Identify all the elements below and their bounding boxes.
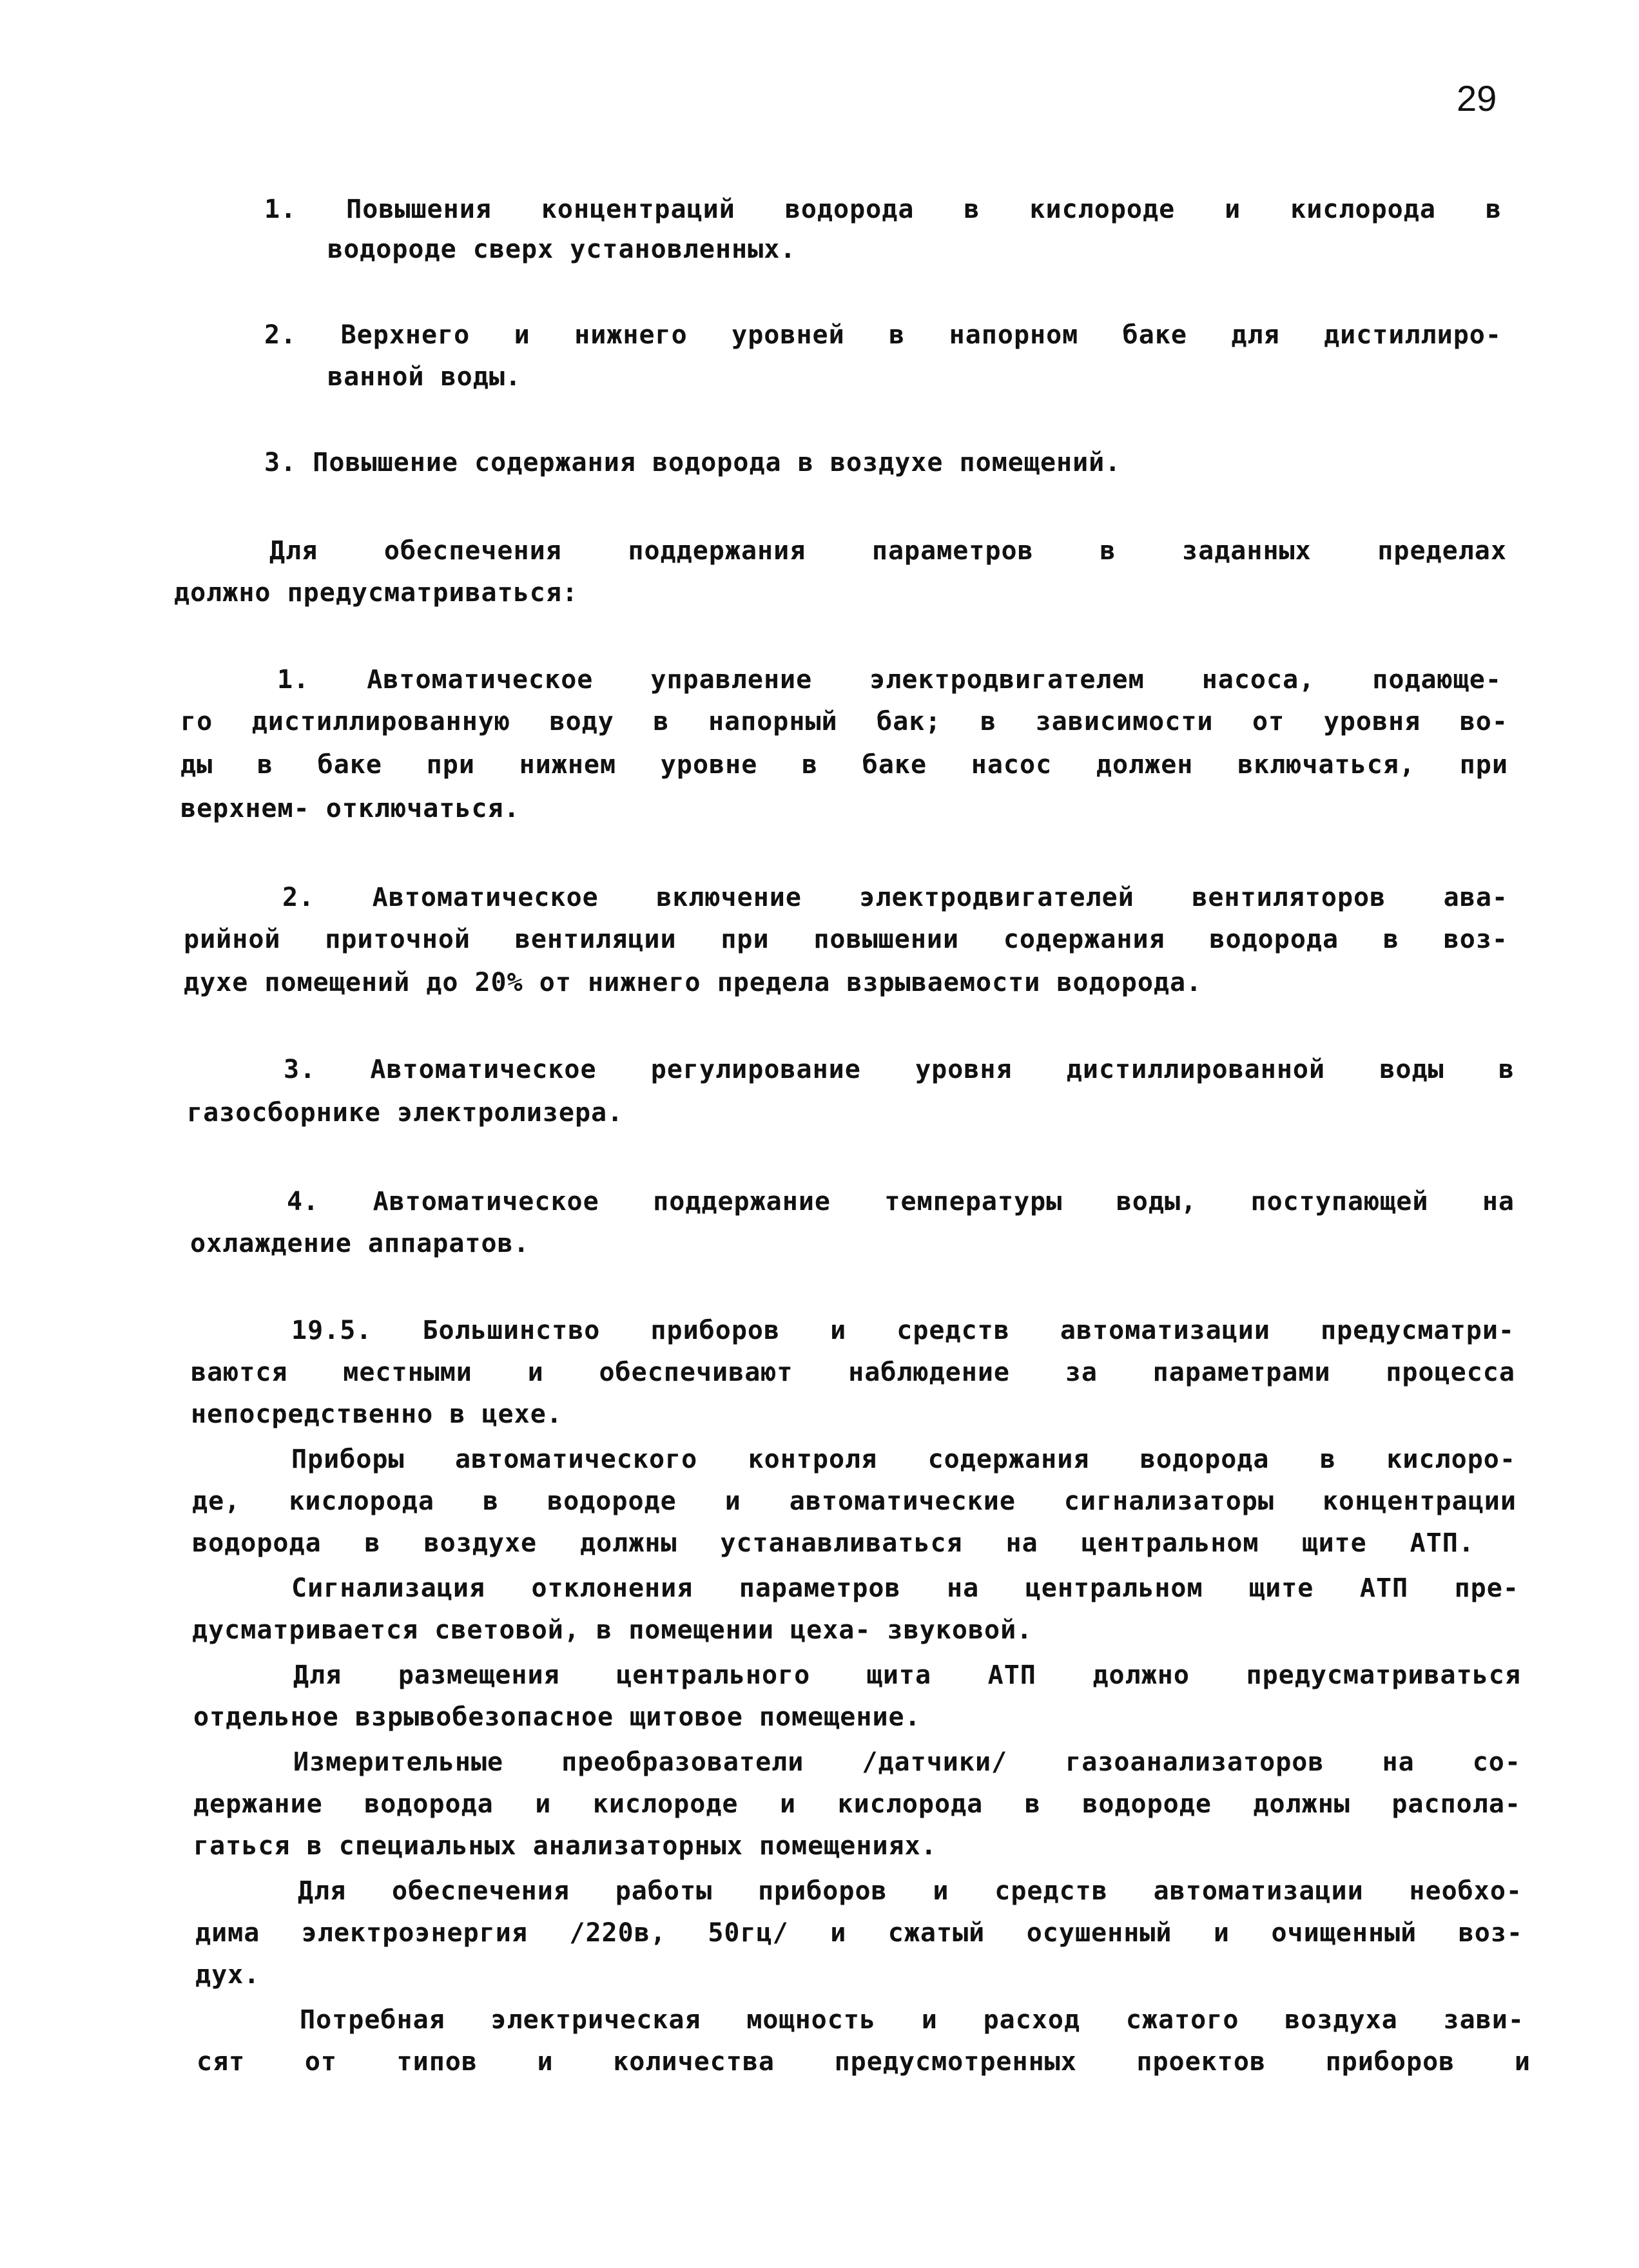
word: Измерительные <box>293 1747 504 1777</box>
word: регулирование <box>650 1055 861 1084</box>
word: водороде <box>547 1486 677 1516</box>
word: дистиллированной <box>1066 1055 1326 1084</box>
text-line <box>291 1314 1515 1347</box>
word: электродвигателем <box>869 665 1145 695</box>
word: и <box>1514 2047 1531 2077</box>
word: воду <box>549 707 614 736</box>
word: мощность <box>746 2005 876 2035</box>
text-line <box>192 1485 1517 1517</box>
word: осушенный <box>1026 1918 1172 1948</box>
word: АТП <box>1359 1573 1409 1603</box>
word: автоматизации <box>1060 1316 1270 1345</box>
word: Повышения <box>346 195 492 224</box>
word: в <box>653 707 670 736</box>
word: от <box>1252 707 1285 736</box>
word: кислорода <box>289 1486 434 1516</box>
text-line: должно предусматриваться: <box>174 578 579 608</box>
word: устанавливаться <box>720 1528 963 1558</box>
word: АТП. <box>1410 1528 1475 1558</box>
word: должны <box>1253 1789 1350 1819</box>
word: в <box>482 1486 499 1516</box>
word: должен <box>1096 750 1194 780</box>
text-line <box>298 1875 1522 1907</box>
text-line: гаться в специальных анализаторных помещениях. <box>193 1831 937 1861</box>
word: де, <box>192 1486 241 1516</box>
text-line: верхнем- отключаться. <box>180 794 520 823</box>
word: на <box>947 1573 980 1603</box>
word: содержания <box>1003 925 1165 954</box>
word: рийной <box>184 925 281 954</box>
word: сигнализаторы <box>1063 1486 1274 1516</box>
word: и <box>1225 195 1241 224</box>
word: щите <box>1302 1528 1367 1558</box>
word: типов <box>396 2047 478 2077</box>
word: Верхнего <box>340 320 470 350</box>
word: расход <box>983 2005 1081 2035</box>
word: 2. <box>282 883 315 912</box>
word: подающе- <box>1372 665 1502 695</box>
word: насоса, <box>1201 665 1315 695</box>
text-line: водороде сверх установленных. <box>327 235 797 264</box>
word: обеспечения <box>383 536 562 566</box>
word: заданных <box>1182 536 1312 566</box>
word: в <box>889 320 906 350</box>
word: в <box>1319 1445 1336 1474</box>
word: Автоматическое <box>373 1187 599 1216</box>
text-line: дусматривается световой, в помещении цеха- звуковой. <box>192 1615 1033 1645</box>
text-line <box>291 1443 1516 1475</box>
text-line <box>195 1917 1523 1949</box>
word: приточной <box>325 925 470 954</box>
word: Потребная <box>300 2005 445 2035</box>
word: кислорода <box>837 1789 984 1819</box>
text-line <box>193 1788 1521 1820</box>
text-line <box>282 881 1508 914</box>
word: баке <box>862 750 927 780</box>
word: бак; <box>877 707 942 736</box>
word: включаться, <box>1237 750 1415 780</box>
text-line <box>264 319 1502 351</box>
word: зависимости <box>1035 707 1214 736</box>
text-line <box>192 1527 1475 1559</box>
text-line: 3. Повышение содержания водорода в воздухе помещений. <box>264 448 1121 477</box>
word: дима <box>195 1918 260 1948</box>
word: сят <box>197 2047 246 2077</box>
word: концентрации <box>1322 1486 1517 1516</box>
word: содержания <box>927 1445 1090 1474</box>
word: и <box>514 320 530 350</box>
word: за <box>1065 1358 1098 1387</box>
word: наблюдение <box>848 1358 1010 1387</box>
word: отклонения <box>531 1573 693 1603</box>
word: работы <box>615 1876 713 1906</box>
word: в <box>980 707 997 736</box>
word: и <box>830 1316 847 1345</box>
text-line <box>184 923 1508 956</box>
word: Большинство <box>422 1316 601 1345</box>
word: в <box>964 195 980 224</box>
word: уровней <box>732 320 845 350</box>
word: водорода <box>192 1528 322 1558</box>
word: насос <box>971 750 1052 780</box>
text-line: отдельное взрывобезопасное щитовое помещение. <box>193 1702 921 1732</box>
text-line: газосборнике электролизера. <box>187 1098 624 1128</box>
text-line <box>291 1572 1519 1604</box>
word: поступающей <box>1250 1187 1429 1216</box>
word: параметрами <box>1152 1358 1331 1387</box>
word: баке <box>317 750 382 780</box>
word: вентиляции <box>514 925 677 954</box>
word: и <box>535 1789 552 1819</box>
word: концентраций <box>541 195 735 224</box>
word: температуры <box>884 1187 1063 1216</box>
word: Для <box>293 1660 342 1690</box>
word: в <box>801 750 819 780</box>
word: сжатого <box>1125 2005 1239 2035</box>
text-line <box>293 1746 1521 1778</box>
word: 50гц/ <box>708 1918 789 1948</box>
word: электродвигателей <box>859 883 1134 912</box>
word: Для <box>269 536 318 566</box>
word: управление <box>650 665 813 695</box>
word: го <box>180 707 213 736</box>
word: уровне <box>660 750 758 780</box>
text-line: духе помещений до 20% от нижнего предела взрываемости водорода. <box>184 968 1203 997</box>
word: кислороде <box>592 1789 739 1819</box>
word: контроля <box>748 1445 878 1474</box>
word: предусматриваться <box>1246 1660 1521 1690</box>
word: средств <box>897 1316 1010 1345</box>
word: дистиллиро- <box>1324 320 1502 350</box>
text-line <box>180 706 1508 738</box>
word: электроэнергия <box>301 1918 528 1948</box>
word: напорный <box>708 707 838 736</box>
word: поддержание <box>653 1187 831 1216</box>
word: количества <box>613 2047 775 2077</box>
word: в <box>364 1528 381 1558</box>
text-line: ванной воды. <box>327 362 521 392</box>
word: в <box>1024 1789 1041 1819</box>
word: водорода <box>364 1789 494 1819</box>
word: электрическая <box>490 2005 701 2035</box>
word: процесса <box>1386 1358 1515 1387</box>
text-line <box>284 1053 1515 1086</box>
text-line <box>287 1186 1515 1218</box>
word: приборов <box>757 1876 887 1906</box>
word: на <box>1005 1528 1038 1558</box>
text-line <box>264 193 1502 226</box>
word: предусматри- <box>1321 1316 1515 1345</box>
text-line <box>293 1659 1521 1691</box>
word: /датчики/ <box>862 1747 1008 1777</box>
word: при <box>426 750 475 780</box>
word: напорном <box>949 320 1079 350</box>
text-line: непосредственно в цехе. <box>191 1399 563 1429</box>
word: обеспечения <box>392 1876 570 1906</box>
word: воды, <box>1116 1187 1198 1216</box>
word: автоматизации <box>1153 1876 1364 1906</box>
word: и <box>724 1486 741 1516</box>
word: кислороде <box>1029 195 1176 224</box>
word: центрального <box>616 1660 811 1690</box>
word: и <box>779 1789 797 1819</box>
word: проектов <box>1136 2047 1266 2077</box>
word: при <box>721 925 770 954</box>
word: /220в, <box>569 1918 666 1948</box>
word: пре- <box>1454 1573 1519 1603</box>
word: зави- <box>1443 2005 1524 2035</box>
word: ава- <box>1443 883 1508 912</box>
word: кислоро- <box>1386 1445 1516 1474</box>
word: уровня <box>1323 707 1421 736</box>
word: баке <box>1122 320 1187 350</box>
word: воздухе <box>423 1528 538 1558</box>
word: пределах <box>1377 536 1507 566</box>
word: воз- <box>1458 1918 1523 1948</box>
word: щита <box>866 1660 932 1690</box>
word: воздуха <box>1285 2005 1398 2035</box>
word: в <box>257 750 273 780</box>
word: местными <box>343 1358 472 1387</box>
word: в <box>1100 536 1116 566</box>
word: 3. <box>284 1055 316 1084</box>
word: нижнего <box>574 320 688 350</box>
text-line <box>180 749 1508 781</box>
word: размещения <box>398 1660 560 1690</box>
word: предусмотренных <box>834 2047 1077 2077</box>
text-line: дух. <box>195 1960 260 1990</box>
word: 4. <box>287 1187 320 1216</box>
word: параметров <box>739 1573 901 1603</box>
word: вентиляторов <box>1192 883 1386 912</box>
word: в <box>1498 1055 1515 1084</box>
word: водорода <box>784 195 915 224</box>
word: нижнем <box>519 750 617 780</box>
word: приборов <box>1325 2047 1455 2077</box>
word: 2. <box>264 320 297 350</box>
word: уровня <box>915 1055 1013 1084</box>
text-line: охлаждение аппаратов. <box>190 1229 530 1258</box>
word: при <box>1459 750 1508 780</box>
word: для <box>1231 320 1280 350</box>
word: сжатый <box>887 1918 985 1948</box>
word: центральном <box>1025 1573 1203 1603</box>
text-line <box>191 1356 1515 1389</box>
word: должны <box>580 1528 677 1558</box>
word: Приборы <box>291 1445 405 1474</box>
word: и <box>1213 1918 1230 1948</box>
word: в <box>1485 195 1502 224</box>
word: преобразователи <box>561 1747 804 1777</box>
word: держание <box>193 1789 323 1819</box>
word: ваются <box>191 1358 288 1387</box>
word: очищенный <box>1271 1918 1417 1948</box>
word: АТП <box>987 1660 1036 1690</box>
word: дистиллированную <box>251 707 510 736</box>
word: и <box>921 2005 938 2035</box>
word: поддержания <box>628 536 806 566</box>
word: приборов <box>650 1316 781 1345</box>
word: от <box>304 2047 337 2077</box>
word: Автоматическое <box>372 883 599 912</box>
word: Автоматическое <box>370 1055 597 1084</box>
word: обеспечивают <box>599 1358 793 1387</box>
word: и <box>933 1876 949 1906</box>
word: и <box>830 1918 847 1948</box>
word: включение <box>656 883 802 912</box>
word: Для <box>298 1876 347 1906</box>
word: на <box>1382 1747 1415 1777</box>
text-line <box>277 664 1502 696</box>
word: распола- <box>1392 1789 1521 1819</box>
word: водорода <box>1140 1445 1270 1474</box>
word: щите <box>1249 1573 1314 1603</box>
text-line <box>269 535 1507 567</box>
word: водорода <box>1209 925 1339 954</box>
word: необхо- <box>1409 1876 1522 1906</box>
word: на <box>1482 1187 1515 1216</box>
word: ды <box>180 750 213 780</box>
word: Сигнализация <box>291 1573 485 1603</box>
word: в <box>1382 925 1399 954</box>
word: 19.5. <box>291 1316 373 1345</box>
word: параметров <box>871 536 1034 566</box>
word: и <box>537 2047 554 2077</box>
word: 1. <box>264 195 297 224</box>
word: 1. <box>277 665 310 695</box>
text-line <box>300 2004 1524 2036</box>
word: автоматического <box>454 1445 698 1474</box>
word: должно <box>1092 1660 1190 1690</box>
word: со- <box>1472 1747 1521 1777</box>
word: воды <box>1379 1055 1444 1084</box>
word: Автоматическое <box>367 665 594 695</box>
word: воз- <box>1443 925 1508 954</box>
text-line <box>197 2046 1531 2078</box>
word: средств <box>994 1876 1108 1906</box>
word: газоанализаторов <box>1065 1747 1324 1777</box>
word: центральном <box>1081 1528 1259 1558</box>
word: и <box>527 1358 544 1387</box>
word: кислорода <box>1290 195 1436 224</box>
word: повышении <box>813 925 960 954</box>
page-number: 29 <box>1457 78 1497 119</box>
word: автоматические <box>789 1486 1016 1516</box>
word: водороде <box>1082 1789 1212 1819</box>
word: во- <box>1459 707 1508 736</box>
